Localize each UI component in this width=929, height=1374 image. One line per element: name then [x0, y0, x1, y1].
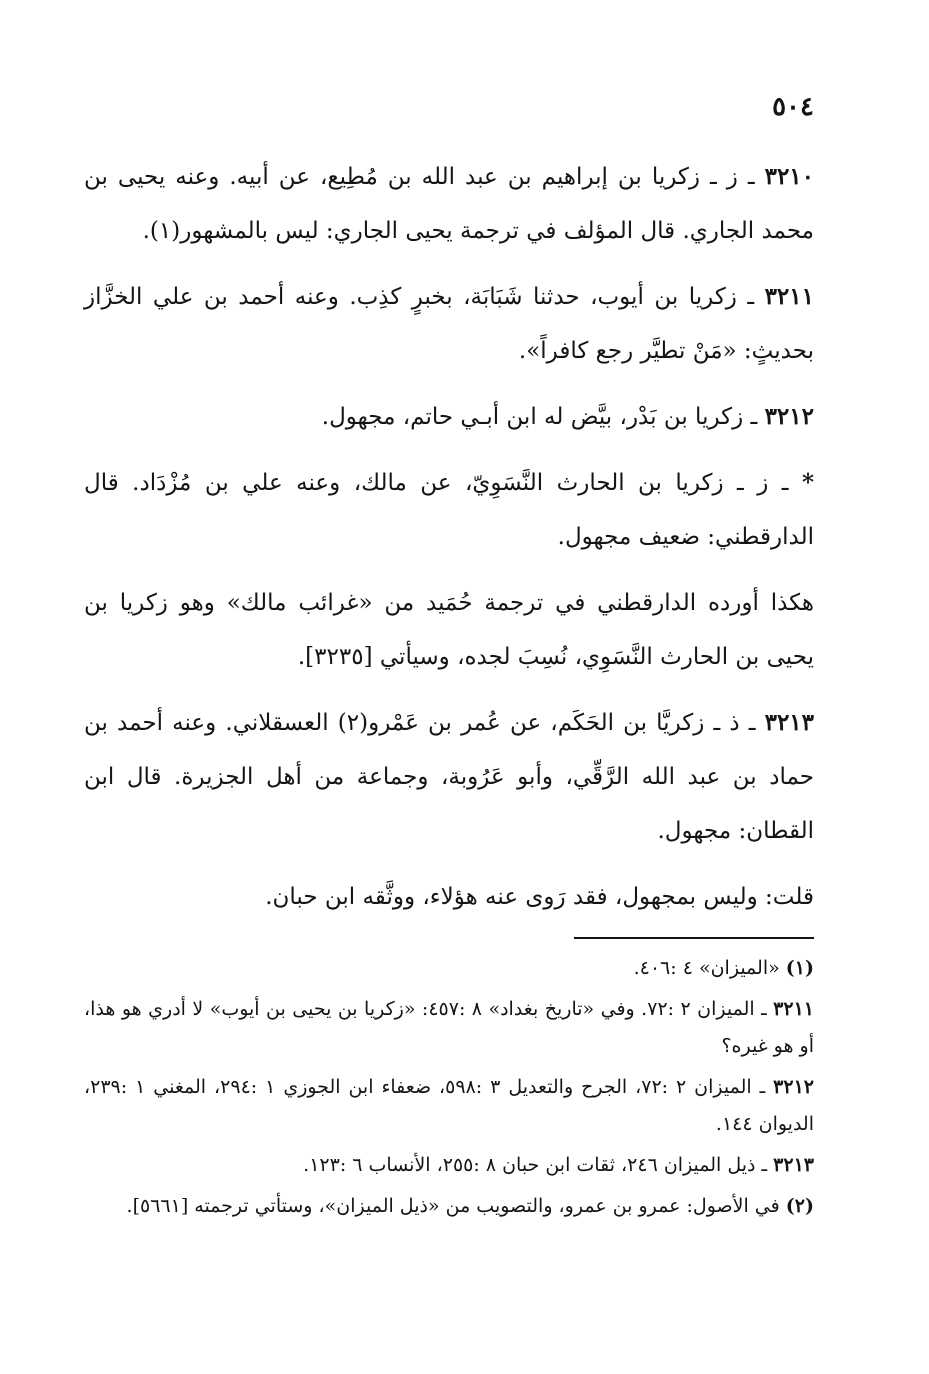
entry-3212 [84, 390, 814, 444]
main-text [84, 150, 814, 936]
entry-text: ـ ز ـ زكريا بن إبراهيم بن عبد الله بن مُطِيع، عن أبيه. وعنه يحيى بن محمد الجاري. قال المؤلف في ترجمة يحيى الجاري: ليس بالمشهور(١). [84, 164, 814, 244]
entry-text: ـ ذ ـ زكريَّا بن الحَكَم، عن عُمر بن عَمْرو(٢) العسقلاني. وعنه أحمد بن حماد بن عبد الله الرَّقِّي، وأبو عَرُوبة، وجماعة من أهل الجزيرة. قال ابن القطان: مجهول. [84, 710, 814, 844]
footnote-text: ـ ذيل الميزان ٢٤٦، ثقات ابن حبان ٨ :٢٥٥، الأنساب ٦ :١٢٣. [303, 1154, 768, 1176]
footnote-text: ـ الميزان ٢ :٧٢. وفي «تاريخ بغداد» ٨ :٤٥٧: «زكريا بن يحيى بن أيوب» لا أدري هو هذا، أو هو غيره؟ [84, 998, 814, 1057]
footnote [84, 1147, 814, 1184]
entry-text: هكذا أورده الدارقطني في ترجمة حُمَيد من «غرائب مالك» وهو زكريا بن يحيى بن الحارث النَّسَوِي، نُسِبَ لجده، وسيأتي [٣٢٣٥]. [84, 590, 814, 670]
footnote-text: في الأصول: عمرو بن عمرو، والتصويب من «ذيل الميزان»، وستأتي ترجمته [٥٦٦١]. [126, 1195, 780, 1217]
footnote-number: (١) [785, 957, 814, 979]
entry-text: ـ زكريا بن بَدْر، بيَّض له ابن أبـي حاتم، مجهول. [321, 404, 758, 430]
footnote-number: ٣٢١٣ [773, 1154, 814, 1176]
entry-3210 [84, 150, 814, 258]
entry-3211 [84, 270, 814, 378]
footnote-number: ٣٢١٢ [773, 1076, 814, 1098]
entry-number: ٣٢١٠ [764, 163, 815, 190]
entry-number: ٣٢١١ [764, 283, 814, 310]
footnote [84, 1069, 814, 1143]
footnote-text: «الميزان» ٤ :٤٠٦. [633, 957, 780, 979]
page-number: ٥٠٤ [772, 92, 814, 122]
entry-number: ٣٢١٢ [764, 403, 814, 430]
entry-text: قلت: وليس بمجهول، فقد رَوى عنه هؤلاء، ووثَّقه ابن حبان. [265, 884, 814, 910]
footnote [84, 950, 814, 987]
footnote [84, 1188, 814, 1225]
footnote-number: ٣٢١١ [773, 998, 814, 1020]
entry-3213 [84, 696, 814, 858]
entry-note [84, 870, 814, 924]
entry-commentary [84, 576, 814, 684]
footnote-text: ـ الميزان ٢ :٧٢، الجرح والتعديل ٣ :٥٩٨، ضعفاء ابن الجوزي ١ :٢٩٤، المغني ١ :٢٣٩، الديوان ١٤٤. [84, 1076, 814, 1135]
entry-star [84, 456, 814, 564]
footnote [84, 991, 814, 1065]
footnote-divider [574, 937, 814, 939]
entry-text: ـ زكريا بن أيوب، حدثنا شَبَابَة، بخبرٍ كذِب. وعنه أحمد بن علي الخزَّاز بحديثٍ: «مَنْ تطيَّر رجع كافراً». [84, 284, 814, 364]
footnote-number: (٢) [785, 1195, 814, 1217]
footnotes [84, 950, 814, 1229]
entry-marker: * [801, 469, 814, 496]
entry-number: ٣٢١٣ [764, 709, 815, 736]
entry-text: ـ ز ـ زكريا بن الحارث النَّسَوِيّ، عن مالك، وعنه علي بن مُزْدَاد. قال الدارقطني: ضعيف مجهول. [84, 470, 814, 550]
